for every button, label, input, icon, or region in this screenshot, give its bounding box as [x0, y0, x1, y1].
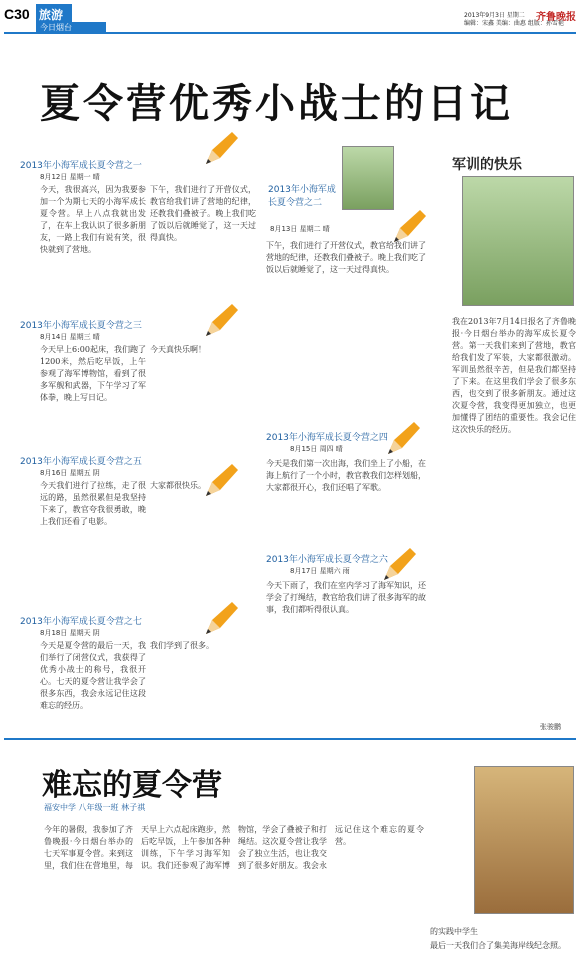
entry-7-title: 2013年小海军成长夏令营之七 — [20, 617, 142, 627]
section-number: C30 — [4, 6, 30, 22]
entry-7-date: 8月18日 星期天 阴 — [40, 629, 100, 637]
second-byline: 福安中学 八年级一班 林子祺 — [44, 803, 146, 812]
entry-5-date: 8月16日 星期五 阴 — [40, 469, 100, 477]
entry-2-text: 下午，我们进行了开营仪式，教官给我们讲了营地的纪律，还教我们叠被子。晚上我们吃了饭以后就睡觉了，这一天过得真快。 — [266, 241, 426, 274]
entry-3-text: 今天早上6:00起床，我们跑了1200米，然后吃早饭，上午参观了海军博物馆，看到了很多军舰和武器，下午学习了军体拳，晚上写日记。 — [40, 345, 146, 402]
second-text: 今年的暑假，我参加了齐鲁晚报·今日烟台举办的七天军事夏令营。来到这里，我们住在营地里，每天早上六点起床跑步，然后吃早饭，上午参加各种训练，下午学习海军知识。我们还参观了海军博物馆，学会了叠被子和打绳结。这次夏令营让我学会了独立生活，也让我交到了很多好朋友。我会永远记住这个难忘的夏令营。 — [44, 825, 424, 870]
section-subtitle: 今日烟台 — [36, 22, 106, 34]
entry-3-date: 8月14日 星期三 晴 — [40, 333, 100, 341]
section-name: 旅游 — [36, 4, 72, 34]
entry-6-date: 8月17日 星期六 雨 — [290, 567, 350, 575]
entry-1-title: 2013年小海军成长夏令营之一 — [20, 161, 142, 171]
publication-date: 2013年9月3日 星期二 — [464, 12, 525, 19]
editor-credits: 编辑：宋鑫 美编：曲惠 组版：孙雪艳 — [464, 20, 564, 27]
pencil-icon — [384, 418, 424, 458]
soldier-kids-photo — [462, 176, 574, 306]
entry-2-date: 8月13日 星期二 晴 — [270, 225, 330, 233]
entry-3-title: 2013年小海军成长夏令营之三 — [20, 321, 142, 331]
pencil-icon — [202, 128, 242, 168]
side-title: 军训的快乐 — [452, 157, 522, 173]
entry-4-date: 8月15日 周四 晴 — [290, 445, 343, 453]
entry-1-text: 今天，我很高兴，因为我要参加一个为期七天的小海军成长夏令营。早上八点我就出发了，在车上我认识了很多新朋友，一路上我们有说有笑，很快就到了营地。 — [40, 185, 146, 254]
entry-4-text: 今天是我们第一次出海，我们坐上了小船，在海上航行了一个小时，教官教我们怎样划船，大家都很开心，我们还唱了军歌。 — [266, 459, 426, 492]
header-rule — [4, 32, 576, 34]
entry-5-text-continued: 大家都很快乐。 — [150, 481, 206, 490]
second-title: 难忘的夏令营 — [42, 768, 222, 803]
pencil-icon — [202, 598, 242, 638]
caption-author: 的实践中学生 — [430, 927, 478, 936]
boy-photo — [342, 146, 394, 210]
entry-2-title: 2013年小海军成长夏令营之二 — [268, 185, 336, 208]
entry-7-text: 今天是夏令营的最后一天，我们举行了闭营仪式，我获得了优秀小战士的称号，我很开心。七天的夏令营让我学会了很多东西，我会永远记住这段难忘的经历。 — [40, 641, 146, 710]
page-header — [4, 4, 576, 32]
side-author: 张骏鹏 — [540, 723, 561, 731]
side-text: 我在2013年7月14日报名了齐鲁晚报·今日烟台举办的海军成长夏令营。第一天我们来到了营地，教官给我们发了军装，大家都很激动。军训虽然很辛苦，但是我们都坚持了下来。在这里我们学会了很多东西，也交到了很多新朋友。通过这次夏令营，我变得更加独立，也更加懂得了团结的重要性。我会记住这次快乐的经历。 — [452, 317, 576, 434]
entry-3-text-continued: 今天真快乐啊！ — [150, 345, 206, 354]
entry-1-text-continued: 下午，我们进行了开营仪式，教官给我们讲了营地的纪律，还教我们叠被子。晚上我们吃了饭以后就睡觉了，这一天过得真快。 — [150, 185, 256, 242]
entry-5-title: 2013年小海军成长夏令营之五 — [20, 457, 142, 467]
entry-5-text: 今天我们进行了拉练，走了很远的路，虽然很累但是我坚持下来了，教官夸我很勇敢，晚上我们还看了电影。 — [40, 481, 146, 526]
entry-1-date: 8月12日 星期一 晴 — [40, 173, 100, 181]
girl-photo — [474, 766, 574, 914]
entry-4-title: 2013年小海军成长夏令营之四 — [266, 433, 388, 443]
entry-6-title: 2013年小海军成长夏令营之六 — [266, 555, 388, 565]
entry-7-text-continued: 我们学到了很多。 — [150, 641, 214, 650]
photo-caption: 最后一天我们合了集美海岸线纪念照。 — [430, 941, 566, 950]
entry-6-text: 今天下雨了，我们在室内学习了海军知识，还学会了打绳结，教官给我们讲了很多海军的故事，我们都听得很认真。 — [266, 581, 426, 614]
paper-logo: 齐鲁晚报 — [536, 12, 576, 23]
pencil-icon — [202, 300, 242, 340]
section-divider — [4, 738, 576, 740]
pencil-icon — [380, 544, 420, 584]
pencil-icon — [202, 460, 242, 500]
main-title: 夏令营优秀小战士的日记 — [40, 80, 513, 127]
